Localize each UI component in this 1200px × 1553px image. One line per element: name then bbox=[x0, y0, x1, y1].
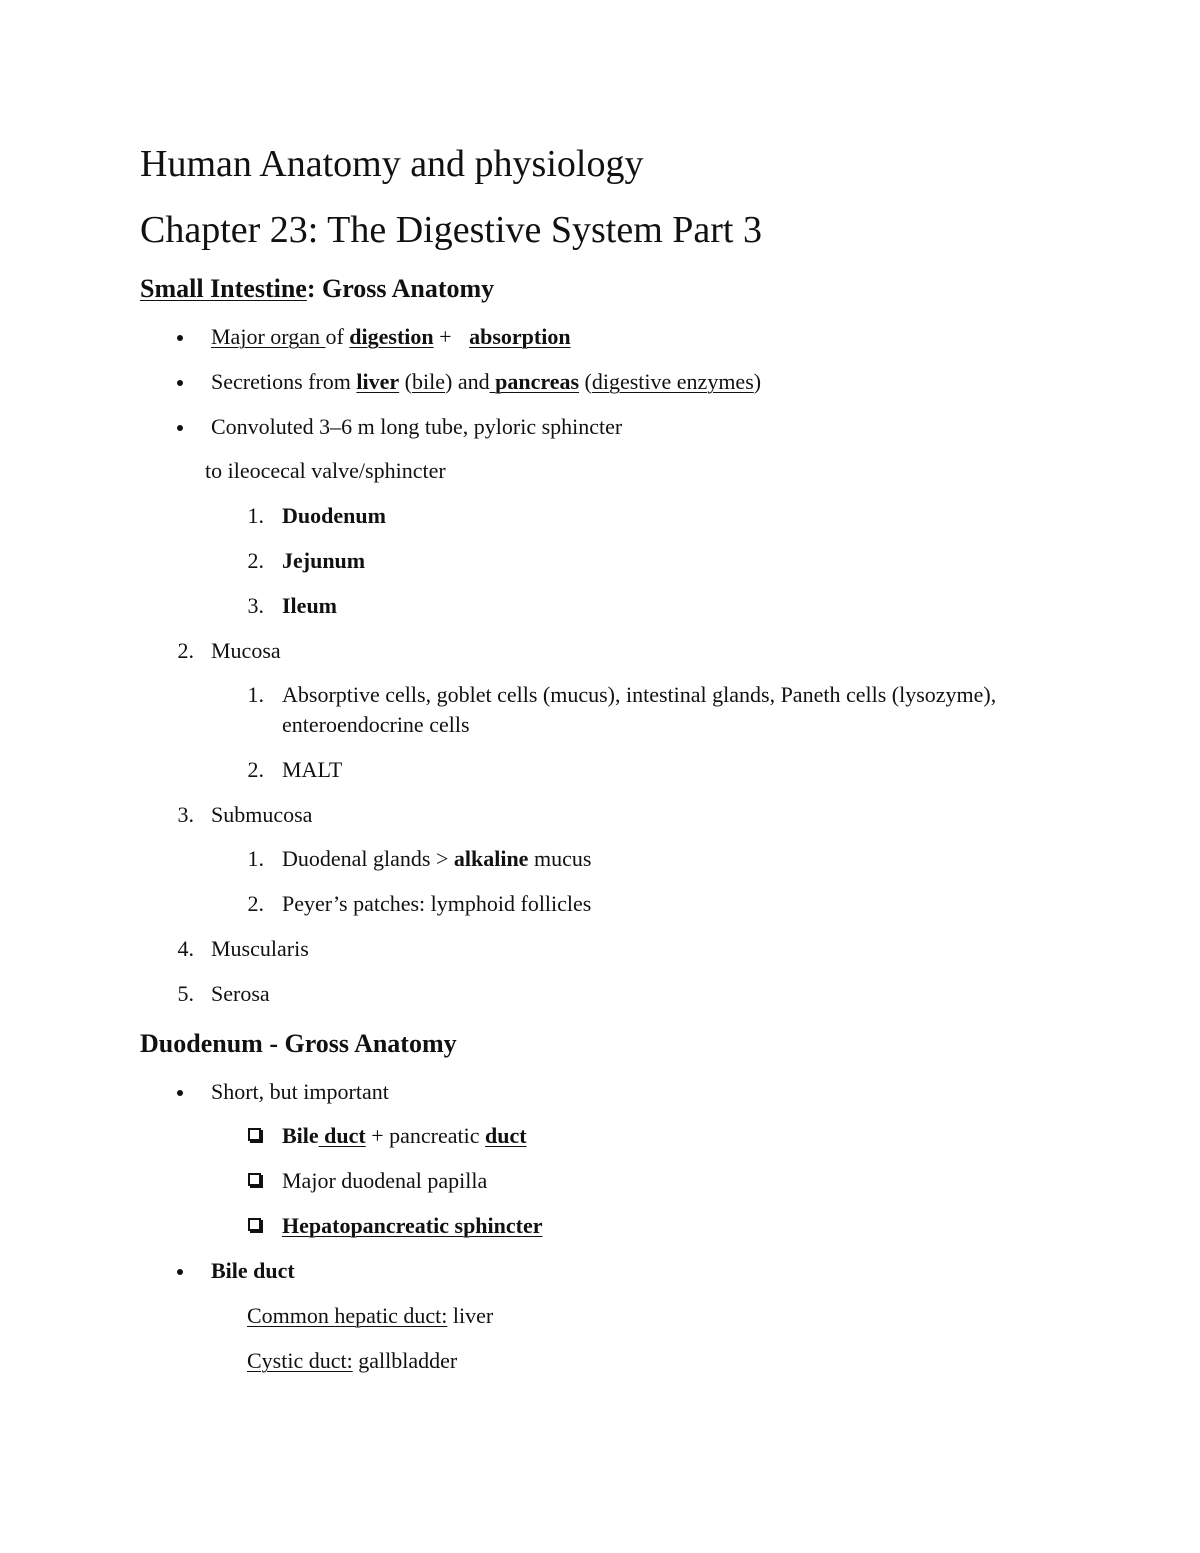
list-number: 2. bbox=[247, 891, 264, 916]
list-item-mucosa: Mucosa bbox=[211, 638, 281, 663]
bullet-icon bbox=[177, 425, 183, 431]
text-and: ) and bbox=[445, 369, 490, 394]
text-liver: liver bbox=[356, 369, 400, 394]
list-item-serosa: Serosa bbox=[211, 981, 270, 1006]
text-major-organ: Major organ bbox=[211, 324, 326, 349]
bullet-icon bbox=[177, 1269, 183, 1275]
section-heading-small-intestine bbox=[140, 273, 494, 305]
check-item-hepatopancreatic-sphincter: Hepatopancreatic sphincter bbox=[282, 1213, 543, 1238]
bullet-bile-duct: Bile duct bbox=[211, 1258, 295, 1283]
list-number: 5. bbox=[177, 981, 194, 1006]
checkbox-icon bbox=[248, 1128, 261, 1141]
checkbox-icon bbox=[248, 1173, 261, 1186]
bullet-icon bbox=[177, 380, 183, 386]
list-item-absorptive-cells: Absorptive cells, goblet cells (mucus), intestinal glands, Paneth cells (lysozyme), bbox=[282, 682, 997, 707]
text-bile: bile bbox=[412, 369, 445, 394]
bullet-icon bbox=[177, 335, 183, 341]
list-item-muscularis: Muscularis bbox=[211, 936, 309, 961]
list-number: 2. bbox=[247, 548, 264, 573]
list-item-absorptive-cells-cont: enteroendocrine cells bbox=[282, 712, 470, 737]
heading-underlined-text: Small Intestine bbox=[140, 274, 307, 303]
check-item-major-duodenal-papilla: Major duodenal papilla bbox=[282, 1168, 488, 1193]
list-number: 4. bbox=[177, 936, 194, 961]
list-item-duodenal-glands bbox=[282, 845, 591, 873]
text-duct: duct bbox=[485, 1123, 527, 1148]
list-item-duodenum: Duodenum bbox=[282, 503, 386, 528]
text-pancreas: pancreas bbox=[489, 369, 580, 394]
text-absorption: absorption bbox=[469, 324, 571, 349]
text-common-hepatic-duct: Common hepatic duct: bbox=[247, 1303, 448, 1328]
text-duct: duct bbox=[318, 1123, 366, 1148]
text-plus: + bbox=[433, 324, 458, 349]
bullet-short-important: Short, but important bbox=[211, 1079, 389, 1104]
list-number: 3. bbox=[177, 802, 194, 827]
duct-cystic bbox=[247, 1347, 457, 1375]
bullet-convoluted-line2: to ileocecal valve/sphincter bbox=[205, 458, 446, 483]
bullet-convoluted-line1: Convoluted 3–6 m long tube, pyloric sphincter bbox=[211, 414, 623, 439]
list-number: 2. bbox=[177, 638, 194, 663]
chapter-title: Chapter 23: The Digestive System Part 3 bbox=[140, 209, 762, 251]
list-item-submucosa: Submucosa bbox=[211, 802, 313, 827]
document-title: Human Anatomy and physiology bbox=[140, 143, 644, 185]
heading-rest-text: : Gross Anatomy bbox=[306, 274, 495, 303]
list-number: 1. bbox=[247, 846, 264, 871]
text-secretions-from: Secretions from bbox=[211, 369, 357, 394]
text-digestive-enzymes: digestive enzymes bbox=[591, 369, 754, 394]
text-mucus: mucus bbox=[528, 846, 592, 871]
list-number: 1. bbox=[247, 682, 264, 707]
list-item-ileum: Ileum bbox=[282, 593, 337, 618]
list-item-peyers-patches: Peyer’s patches: lymphoid follicles bbox=[282, 891, 592, 916]
section-heading-duodenum: Duodenum - Gross Anatomy bbox=[140, 1029, 457, 1058]
text-alkaline: alkaline bbox=[453, 846, 529, 871]
bullet-secretions bbox=[211, 368, 761, 396]
text-gallbladder: gallbladder bbox=[352, 1348, 458, 1373]
text-liver: liver bbox=[447, 1303, 494, 1328]
text-digestion: digestion bbox=[349, 324, 434, 349]
list-number: 3. bbox=[247, 593, 264, 618]
text-pancreatic: + pancreatic bbox=[365, 1123, 486, 1148]
text-bile: Bile bbox=[282, 1123, 319, 1148]
list-number: 1. bbox=[247, 503, 264, 528]
bullet-major-organ bbox=[211, 323, 571, 351]
bullet-icon bbox=[177, 1090, 183, 1096]
checkbox-icon bbox=[248, 1218, 261, 1231]
text-of: of bbox=[325, 324, 350, 349]
list-number: 2. bbox=[247, 757, 264, 782]
text-cystic-duct: Cystic duct: bbox=[247, 1348, 353, 1373]
list-item-malt: MALT bbox=[282, 757, 343, 782]
check-item-bile-duct bbox=[282, 1122, 527, 1150]
list-item-jejunum: Jejunum bbox=[282, 548, 366, 573]
duct-common-hepatic bbox=[247, 1302, 493, 1330]
text-paren-open: ( bbox=[399, 369, 412, 394]
text-paren-close: ) bbox=[753, 369, 762, 394]
text-paren-open: ( bbox=[579, 369, 592, 394]
text-duodenal-glands: Duodenal glands > bbox=[282, 846, 454, 871]
